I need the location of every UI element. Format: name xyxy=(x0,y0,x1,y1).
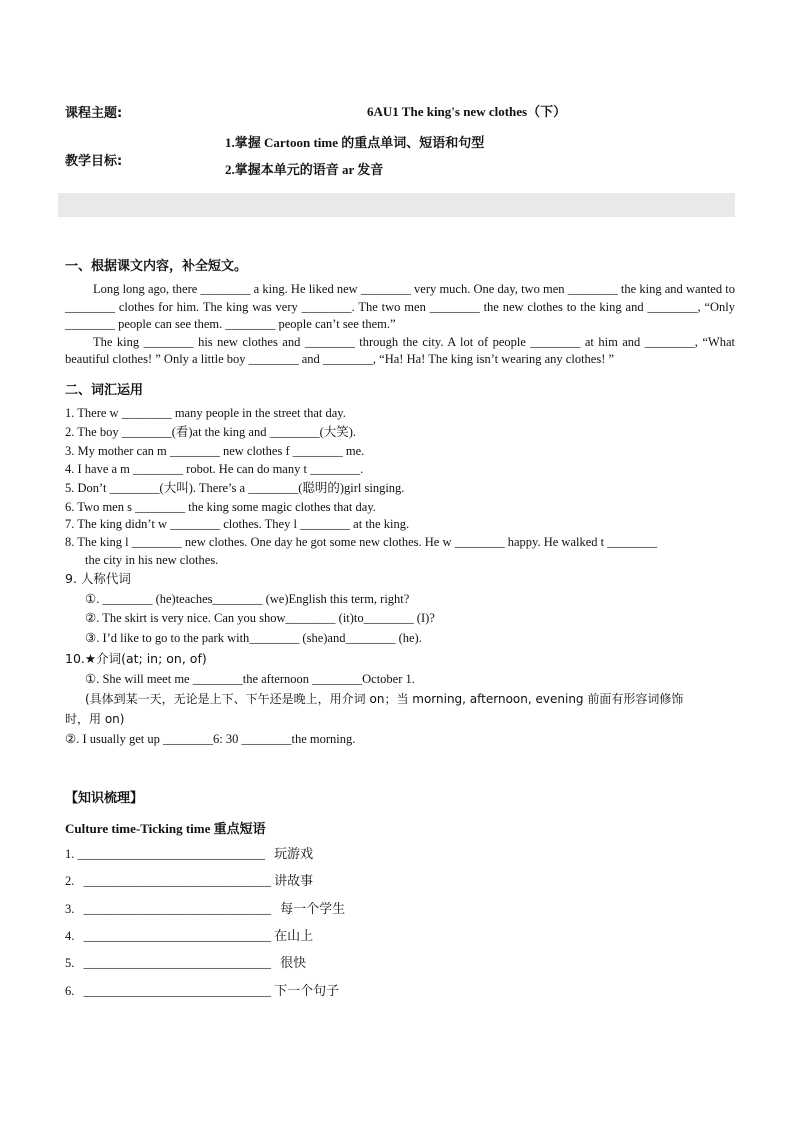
section3-subtitle: Culture time-Ticking time 重点短语 xyxy=(65,821,266,836)
vocab-item: 2. The boy ________(看)at the king and ________(大笑). xyxy=(65,425,357,439)
phrase-meaning: 玩游戏 xyxy=(274,847,314,862)
vocab-item: 8. The king l ________ new clothes. One day he got some new clothes. He w ________ happy. He walked t ________ xyxy=(65,535,658,549)
phrase-item-5 xyxy=(65,954,306,973)
section3-title: 【知识梳理】 xyxy=(65,791,144,806)
preposition-item: ①. She will meet me ________the afternoon ________October 1. xyxy=(85,672,415,686)
goal-2: 2.掌握本单元的语音 ar 发音 xyxy=(225,162,384,177)
phrase-blank: ______________________________ xyxy=(77,847,265,861)
phrase-item-6 xyxy=(65,982,339,1001)
pronoun-item: ②. The skirt is very nice. Can you show________ (it)to________ (I)? xyxy=(85,611,435,625)
vocab-item: 1. There w ________ many people in the street that day. xyxy=(65,406,346,420)
vocab-item-continuation: the city in his new clothes. xyxy=(85,553,219,567)
phrase-meaning: 讲故事 xyxy=(274,874,314,889)
phrase-meaning: 每一个学生 xyxy=(280,902,346,917)
topic-title: 6AU1 The king's new clothes（下） xyxy=(367,104,567,119)
section1-title: 一、根据课文内容，补全短文。 xyxy=(65,259,248,274)
cloze-paragraph-1: Long long ago, there ________ a king. He liked new ________ very much. One day, two men ________ the king and wanted to ________ clothes for him. The king was very ________. The two men ________ the new clothes to the king and ________, “Only ________ people can see them. ________ people can’t see them.” xyxy=(65,282,735,331)
phrase-item-4 xyxy=(65,927,313,946)
phrase-blank: ______________________________ xyxy=(83,956,271,970)
preposition-item: ②. I usually get up ________6: 30 ________the morning. xyxy=(65,732,356,746)
phrase-number: 3. xyxy=(65,902,75,916)
phrase-blank: ______________________________ xyxy=(83,902,271,916)
phrase-item-1 xyxy=(65,845,313,864)
phrase-number: 5. xyxy=(65,956,75,970)
preposition-note-cont: 时，用 on) xyxy=(65,712,125,726)
phrase-number: 4. xyxy=(65,929,75,943)
phrase-blank: ______________________________ xyxy=(83,929,271,943)
pronoun-item: ③. I’d like to go to the park with________ (she)and________ (he). xyxy=(85,631,422,645)
vocab-item: 6. Two men s ________ the king some magic clothes that day. xyxy=(65,500,376,514)
vocab-item: 5. Don’t ________(大叫). There’s a ________(聪明的)girl singing. xyxy=(65,481,405,495)
phrase-number: 6. xyxy=(65,984,75,998)
phrase-meaning: 很快 xyxy=(280,956,307,971)
goal-label: 教学目标: xyxy=(65,154,123,169)
preposition-note: (具体到某一天，无论是上下、下午还是晚上，用介词 on；当 morning, afternoon, evening 前面有形容词修饰 xyxy=(85,692,684,706)
cloze-passage xyxy=(65,281,735,369)
vocab-item: 7. The king didn’t w ________ clothes. They l ________ at the king. xyxy=(65,517,410,531)
goal-1: 1.掌握 Cartoon time 的重点单词、短语和句型 xyxy=(225,135,485,150)
phrase-item-2 xyxy=(65,872,313,891)
preposition-heading: 10.★介词(at; in; on, of) xyxy=(65,651,207,666)
phrase-blank: ______________________________ xyxy=(83,984,271,998)
phrase-number: 2. xyxy=(65,874,75,888)
phrase-blank: ______________________________ xyxy=(83,874,271,888)
topic-label: 课程主题: xyxy=(65,106,123,121)
phrase-meaning: 下一个句子 xyxy=(274,984,340,999)
divider-bar xyxy=(58,193,735,217)
phrase-item-3 xyxy=(65,900,345,919)
section2-title: 二、词汇运用 xyxy=(65,383,144,398)
phrase-number: 1. xyxy=(65,847,75,861)
pronoun-heading: 9. 人称代词 xyxy=(65,571,131,586)
cloze-paragraph-2: The king ________ his new clothes and ________ through the city. A lot of people ________ at him and ________, “What beautiful clothes! ” Only a little boy ________ and ________, “Ha! Ha! The king isn’t wearing any clothes! ” xyxy=(65,334,735,366)
pronoun-item: ①. ________ (he)teaches________ (we)English this term, right? xyxy=(85,592,410,606)
vocab-item: 4. I have a m ________ robot. He can do many t ________. xyxy=(65,462,364,476)
phrase-meaning: 在山上 xyxy=(274,929,314,944)
vocab-item: 3. My mother can m ________ new clothes f ________ me. xyxy=(65,444,365,458)
